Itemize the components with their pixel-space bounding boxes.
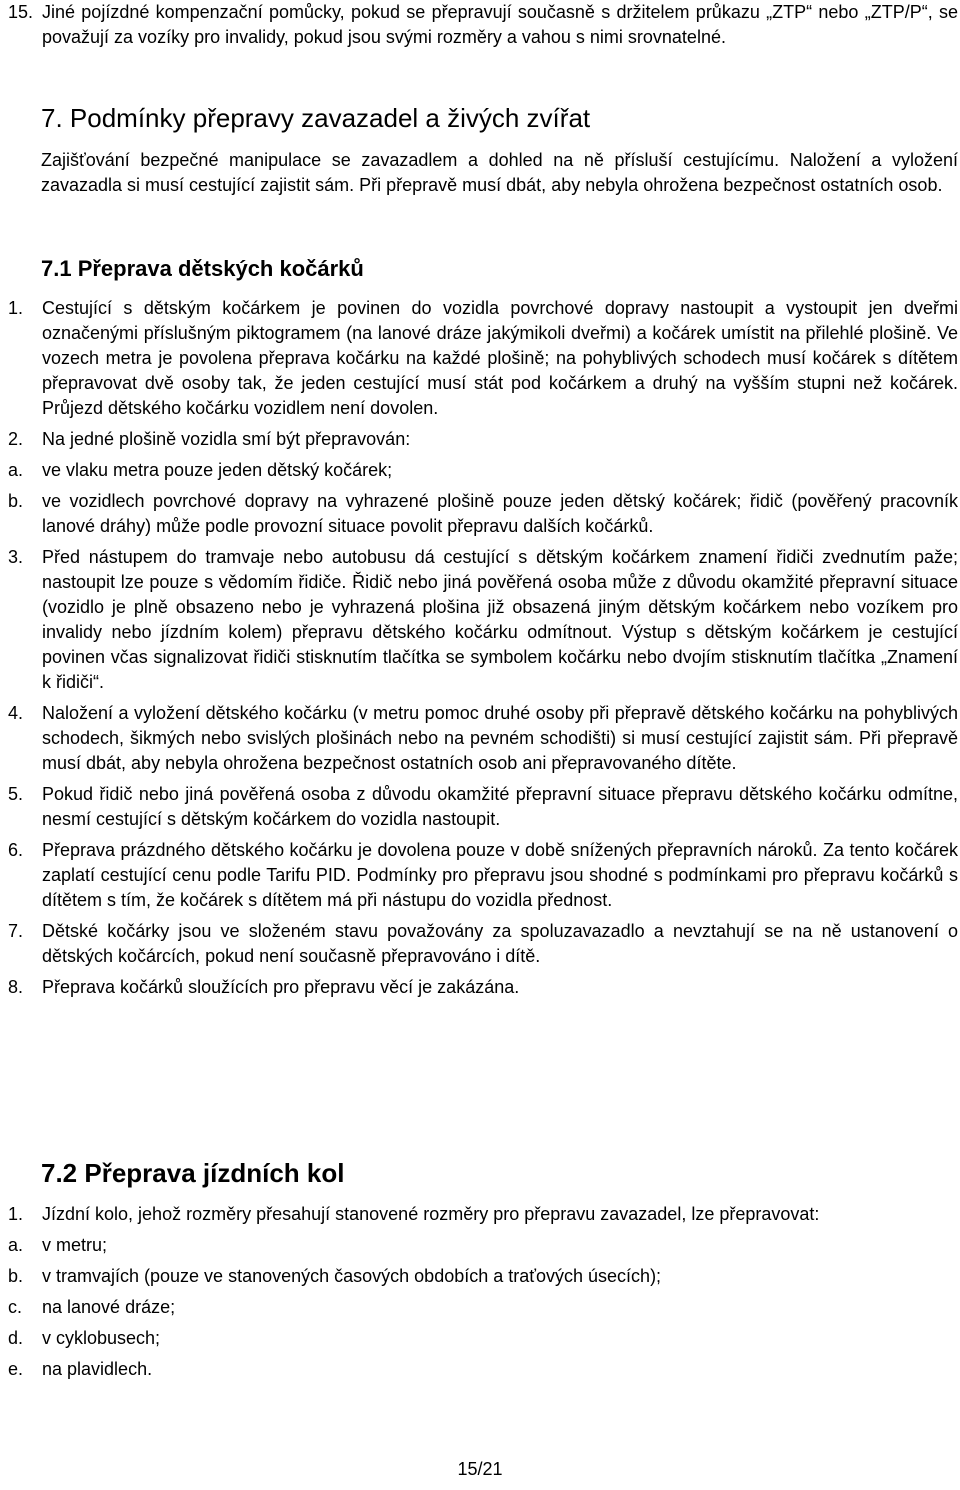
list-item [8,1202,958,1227]
item-text: Na jedné plošině vozidla smí být přepravován: [42,429,411,449]
item-text: Jiné pojízdné kompenzační pomůcky, pokud se přepravují současně s držitelem průkazu „ZTP“ nebo „ZTP/P“, se považují za vozíky pro invalidy, pokud jsou svými rozměry a vahou s nimi srovnatelné. [42,2,958,47]
list-item [8,838,958,913]
sub-item-letter: a. [8,460,24,480]
list-item [8,782,958,832]
sub-item-text: na lanové dráze; [42,1297,176,1317]
list-item [8,545,958,695]
section-7-1-list [8,296,958,1000]
section-7-heading: 7. Podmínky přepravy zavazadel a živých zvířat [41,103,591,133]
item-number: 8. [8,977,24,997]
item-text: Dětské kočárky jsou ve složeném stavu považovány za spoluzavazadlo a nevztahují se na ně ustanovení o dětských kočárcích, pokud není současně přepravováno i dítě. [42,921,958,966]
item-number: 2. [8,429,24,449]
item-number: 1. [8,1204,24,1224]
item-text: Přeprava kočárků sloužících pro přepravu věcí je zakázána. [42,977,520,997]
sub-item-text: ve vozidlech povrchové dopravy na vyhrazené plošině pouze jeden dětský kočárek; řidič (pověřený pracovník lanové dráhy) může podle provozní situace povolit přepravu dalších kočárků. [42,491,958,536]
item-text: Jízdní kolo, jehož rozměry přesahují stanovené rozměry pro přepravu zavazadel, lze přepravovat: [42,1204,820,1224]
list-item [8,427,958,452]
sub-item-letter: d. [8,1328,24,1348]
sub-item-text: v metru; [42,1235,108,1255]
list-item [8,701,958,776]
list-item [8,975,958,1000]
item-text: Naložení a vyložení dětského kočárku (v metru pomoc druhé osoby při přepravě dětského kočárku na pohyblivých schodech, šikmých nebo svislých plošinách nebo na pevném schodišti) si musí cestující zajistit sám. Při přepravě musí dbát, aby nebyla ohrožena bezpečnost ostatních osob ani přepravovaného dítěte. [42,703,958,773]
sub-item-letter: b. [8,491,24,511]
sub-list-item [8,1295,958,1320]
sub-list-item [8,1326,958,1351]
sub-list-item [8,1357,958,1382]
list-item [8,296,958,421]
item-number: 6. [8,840,24,860]
item-text: Pokud řidič nebo jiná pověřená osoba z důvodu okamžité přepravní situace přepravu dětského kočárku odmítne, nesmí cestující s dětským kočárkem do vozidla nastoupit. [42,784,958,829]
sub-list-item [8,1233,958,1258]
sub-item-text: v cyklobusech; [42,1328,161,1348]
sub-item-text: ve vlaku metra pouze jeden dětský kočárek; [42,460,393,480]
sub-item-letter: c. [8,1297,23,1317]
section-7-2-heading: 7.2 Přeprava jízdních kol [41,1158,345,1188]
item-number: 5. [8,784,24,804]
item-text: Před nástupem do tramvaje nebo autobusu dá cestující s dětským kočárkem znamení řidiči zvednutím paže; nastoupit lze pouze s vědomím řidiče. Řidič nebo jiná pověřená osoba může z důvodu okamžité přepravní situace (vozidlo je plně obsazeno nebo je vyhrazená plošina již obsazená jiným dětským kočárkem nebo vozíkem pro invalidy nebo jízdním kolem) přepravu dětského kočárku odmítnout. Výstup s dětským kočárkem je cestující povinen včas signalizovat řidiči stisknutím tlačítka se symbolem kočárku nebo dvojím stisknutím tlačítka „Znamení k řidiči“. [42,547,958,692]
section-7-1-heading: 7.1 Přeprava dětských kočárků [41,256,364,281]
section-7-intro: Zajišťování bezpečné manipulace se zavazadlem a dohled na ně přísluší cestujícímu. Naložení a vyložení zavazadla si musí cestující zajistit sám. Při přepravě musí dbát, aby nebyla ohrožena bezpečnost ostatních osob. [41,150,958,195]
intro-list-item [8,0,958,50]
item-number: 1. [8,298,24,318]
item-number: 3. [8,547,24,567]
sub-item-text: v tramvajích (pouze ve stanovených časových obdobích a traťových úsecích); [42,1266,662,1286]
list-item [8,919,958,969]
item-text: Přeprava prázdného dětského kočárku je dovolena pouze v době snížených přepravních nároků. Za tento kočárek zaplatí cestující cenu podle Tarifu PID. Podmínky pro přepravu jsou shodné s podmínkami pro přepravu kočárků s dítětem s tím, že kočárek s dítětem má při nástupu do vozidla přednost. [42,840,958,910]
page-number: 15/21 [457,1459,503,1479]
sub-list-item [8,1264,958,1289]
sub-list-item [8,458,958,483]
sub-item-text: na plavidlech. [42,1359,153,1379]
sub-item-letter: a. [8,1235,24,1255]
item-text: Cestující s dětským kočárkem je povinen do vozidla povrchové dopravy nastoupit a vystoupit jen dveřmi označenými příslušným piktogramem (na lanové dráze jakýmikoli dveřmi) a kočárek umístit na přilehlé plošině. Ve vozech metra je povolena přeprava kočárku na každé plošině; na pohyblivých schodech musí kočárek s dítětem přepravovat dvě osoby tak, že jeden cestující musí stát pod kočárkem a druhý na vyšším stupni než kočárek. Průjezd dětského kočárku vozidlem není dovolen. [42,298,958,418]
sub-item-letter: b. [8,1266,24,1286]
sub-list-item [8,489,958,539]
section-7-2-list [8,1202,958,1382]
sub-item-letter: e. [8,1359,24,1379]
item-number: 15. [8,2,34,22]
item-number: 7. [8,921,24,941]
item-number: 4. [8,703,24,723]
